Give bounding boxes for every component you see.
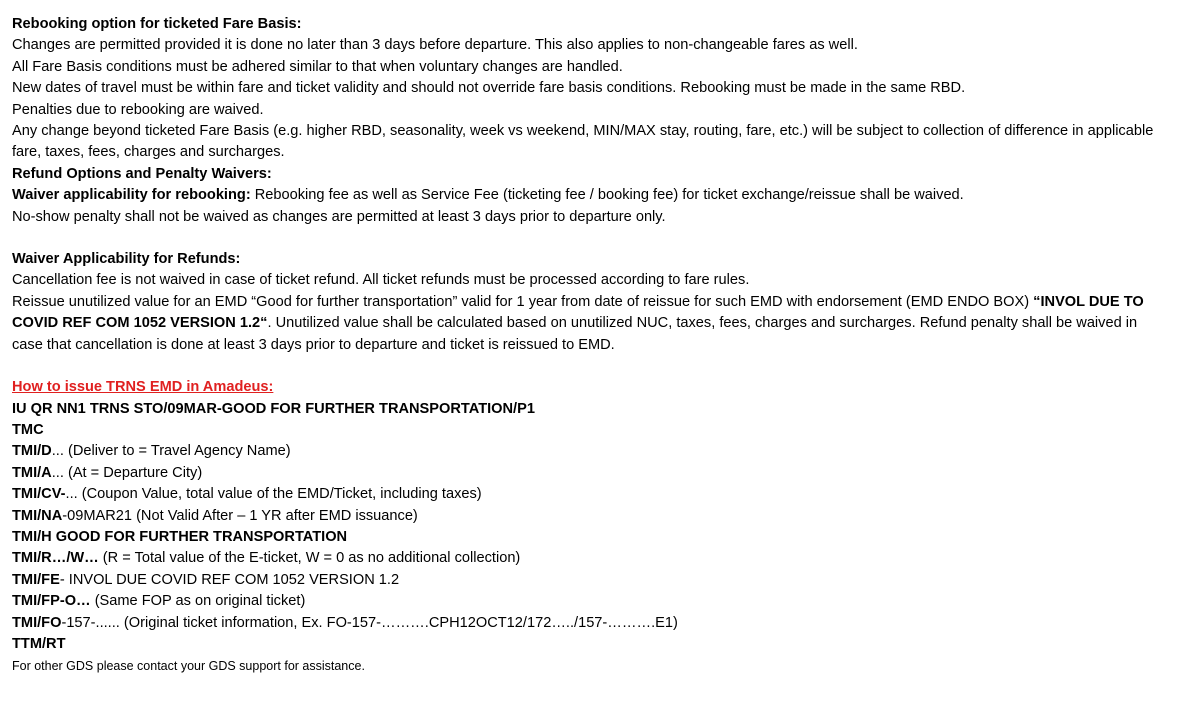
ttm-command: TTM/RT bbox=[12, 635, 66, 652]
tmi-code: TMI/A bbox=[12, 464, 52, 481]
reissue-paragraph bbox=[12, 292, 1170, 356]
tmi-code: TMI/FE bbox=[12, 571, 60, 588]
tmi-code: TMI/D bbox=[12, 443, 52, 460]
footer-note: For other GDS please contact your GDS support for assistance. bbox=[12, 659, 365, 674]
reissue-endorsement: “INVOL DUE TO COVID REF COM 1052 VERSION 1.2“ bbox=[12, 293, 1144, 332]
tmi-code: TMI/H GOOD FOR FURTHER TRANSPORTATION bbox=[12, 528, 348, 545]
tmi-entry bbox=[12, 591, 1170, 612]
how-to-issue-heading: How to issue TRNS EMD in Amadeus: bbox=[12, 379, 274, 396]
tmi-entry bbox=[12, 506, 1170, 527]
waiver-rebooking-text: Rebooking fee as well as Service Fee (ticketing fee / booking fee) for ticket exchange/reissue shall be waived. bbox=[250, 187, 964, 204]
tmi-desc: ... (Coupon Value, total value of the EMD/Ticket, including taxes) bbox=[65, 486, 482, 503]
tmi-desc: ... (At = Departure City) bbox=[51, 464, 203, 481]
tmi-entry bbox=[12, 484, 1170, 505]
waiver-rebooking-line bbox=[12, 185, 1170, 206]
tmi-code: TMI/CV- bbox=[12, 486, 66, 503]
reissue-text-pre: Reissue unutilized value for an EMD “Good for further transportation” valid for 1 year from date of reissue for such EMD with endorsement (EMD ENDO BOX) bbox=[12, 293, 1034, 310]
tmi-entry bbox=[12, 570, 1170, 591]
cancellation-line: Cancellation fee is not waived in case of ticket refund. All ticket refunds must be processed according to fare rules. bbox=[12, 272, 750, 289]
iu-command: IU QR NN1 TRNS STO/09MAR-GOOD FOR FURTHER TRANSPORTATION/P1 bbox=[12, 400, 535, 417]
tmi-code: TMI/R…/W… bbox=[12, 550, 99, 567]
tmi-entry bbox=[12, 548, 1170, 569]
tmi-entry bbox=[12, 613, 1170, 634]
tmi-desc: - INVOL DUE COVID REF COM 1052 VERSION 1.2 bbox=[59, 571, 400, 588]
rebooking-line-2: All Fare Basis conditions must be adhered similar to that when voluntary changes are handled. bbox=[12, 58, 623, 75]
tmi-desc: -157-...... (Original ticket information, Ex. FO-157-……….CPH12OCT12/172…../157-……….E1) bbox=[61, 614, 678, 631]
tmc-command: TMC bbox=[12, 421, 44, 438]
tmi-desc: ... (Deliver to = Travel Agency Name) bbox=[51, 443, 291, 460]
tmi-code: TMI/FP-O… bbox=[12, 593, 91, 610]
noshow-line: No-show penalty shall not be waived as changes are permitted at least 3 days prior to departure only. bbox=[12, 208, 666, 225]
reissue-text-post: . Unutilized value shall be calculated based on unutilized NUC, taxes, fees, charges and surcharges. Refund penalty shall be waived in case that cancellation is done at least 3 days prior to departure and ticket is reissued to EMD. bbox=[12, 315, 1138, 353]
tmi-entry bbox=[12, 527, 1170, 548]
rebooking-line-1: Changes are permitted provided it is done no later than 3 days before departure. This also applies to non-changeable fares as well. bbox=[12, 37, 858, 54]
tmi-desc: (Same FOP as on original ticket) bbox=[90, 593, 306, 610]
tmi-code: TMI/NA bbox=[12, 507, 63, 524]
rebooking-line-4: Penalties due to rebooking are waived. bbox=[12, 101, 264, 118]
rebooking-line-3: New dates of travel must be within fare and ticket validity and should not override fare basis conditions. Rebooking must be made in the same RBD. bbox=[12, 80, 966, 97]
rebooking-heading: Rebooking option for ticketed Fare Basis: bbox=[12, 16, 302, 32]
tmi-desc: (R = Total value of the E-ticket, W = 0 as no additional collection) bbox=[98, 550, 521, 567]
waiver-rebooking-label: Waiver applicability for rebooking: bbox=[12, 187, 251, 204]
refund-options-heading: Refund Options and Penalty Waivers: bbox=[12, 165, 272, 182]
waiver-refunds-heading: Waiver Applicability for Refunds: bbox=[12, 251, 241, 268]
tmi-code: TMI/FO bbox=[12, 614, 62, 631]
tmi-entry bbox=[12, 441, 1170, 462]
tmi-entry bbox=[12, 463, 1170, 484]
tmi-desc: -09MAR21 (Not Valid After – 1 YR after EMD issuance) bbox=[62, 507, 418, 524]
rebooking-line-5: Any change beyond ticketed Fare Basis (e.g. higher RBD, seasonality, week vs weekend, MIN/MAX stay, routing, fare, etc.) will be subject to collection of difference in applicable fare, taxes, fees, charges and surcharges. bbox=[12, 123, 1154, 161]
